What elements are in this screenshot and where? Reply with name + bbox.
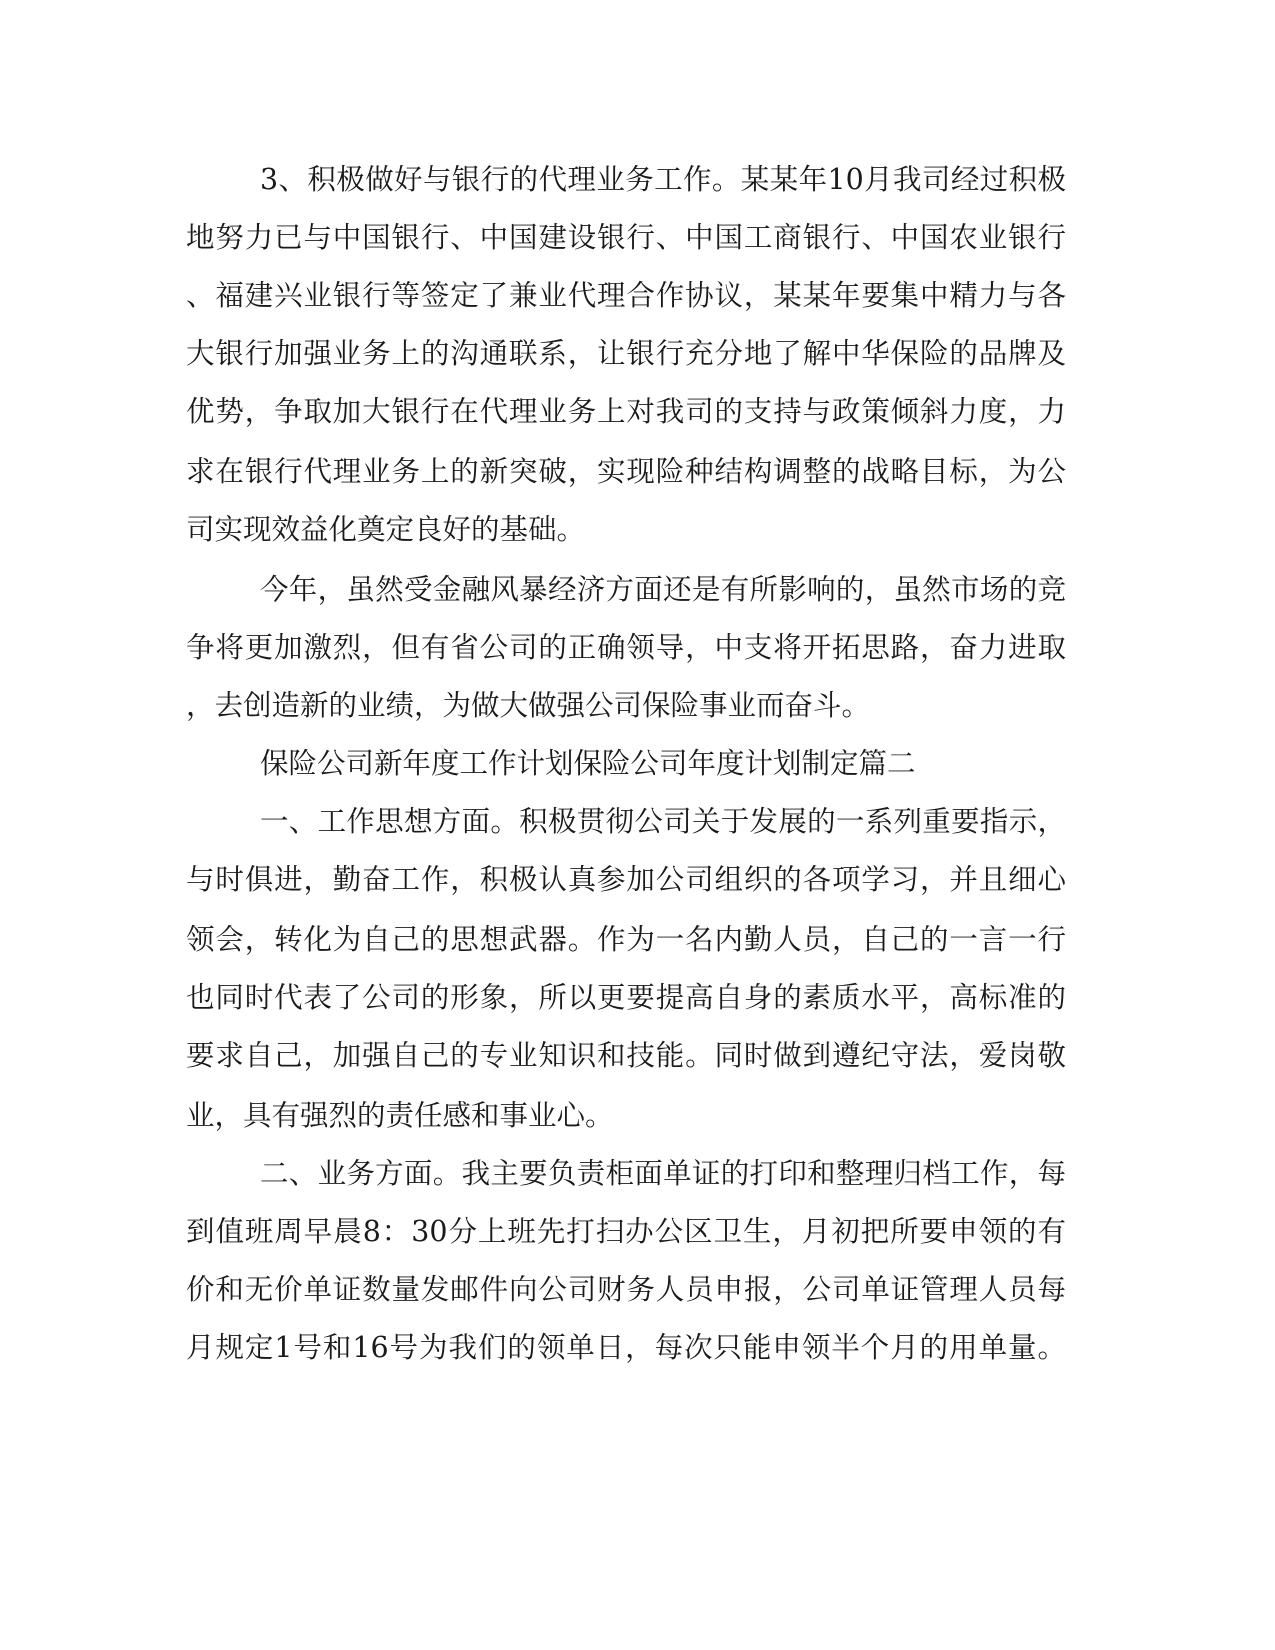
paragraph-4-line-6: 业，具有强烈的责任感和事业心。: [186, 1099, 614, 1132]
paragraph-5-line-1: 二、业务方面。我主要负责柜面单证的打印和整理归档工作，每: [260, 1157, 1066, 1190]
paragraph-2-line-1: 今年，虽然受金融风暴经济方面还是有所影响的，虽然市场的竞: [260, 573, 1066, 606]
paragraph-5-line-4: 月规定1号和16号为我们的领单日，每次只能申领半个月的用单量。: [186, 1331, 1066, 1364]
paragraph-5-line-2: 到值班周早晨8：30分上班先打扫办公区卫生，月初把所要申领的有: [186, 1215, 1066, 1248]
paragraph-1-line-1: 3、积极做好与银行的代理业务工作。某某年10月我司经过积极: [260, 163, 1066, 196]
paragraph-1-line-6: 求在银行代理业务上的新突破，实现险种结构调整的战略目标，为公: [186, 455, 1066, 488]
paragraph-4-line-1: 一、工作思想方面。积极贯彻公司关于发展的一系列重要指示，: [260, 805, 1066, 838]
paragraph-1-line-5: 优势，争取加大银行在代理业务上对我司的支持与政策倾斜力度，力: [186, 395, 1066, 428]
paragraph-1-line-7: 司实现效益化奠定良好的基础。: [186, 513, 586, 546]
paragraph-2-line-2: 争将更加激烈，但有省公司的正确领导，中支将开拓思路，奋力进取: [186, 631, 1066, 664]
paragraph-4-line-2: 与时俱进，勤奋工作，积极认真参加公司组织的各项学习，并且细心: [186, 863, 1066, 896]
paragraph-5-line-3: 价和无价单证数量发邮件向公司财务人员申报，公司单证管理人员每: [186, 1273, 1066, 1306]
paragraph-2-line-3: ，去创造新的业绩，为做大做强公司保险事业而奋斗。: [186, 689, 871, 722]
paragraph-4-line-3: 领会，转化为自己的思想武器。作为一名内勤人员，自己的一言一行: [186, 923, 1066, 956]
paragraph-4-line-5: 要求自己，加强自己的专业知识和技能。同时做到遵纪守法，爱岗敬: [186, 1039, 1066, 1072]
paragraph-1-line-2: 地努力已与中国银行、中国建设银行、中国工商银行、中国农业银行: [186, 221, 1066, 254]
paragraph-1-line-4: 大银行加强业务上的沟通联系，让银行充分地了解中华保险的品牌及: [186, 337, 1066, 370]
paragraph-4-line-4: 也同时代表了公司的形象，所以更要提高自身的素质水平，高标准的: [186, 981, 1066, 1014]
section-heading: 保险公司新年度工作计划保险公司年度计划制定篇二: [260, 747, 916, 780]
paragraph-1-line-3: 、福建兴业银行等签定了兼业代理合作协议，某某年要集中精力与各: [186, 279, 1066, 312]
